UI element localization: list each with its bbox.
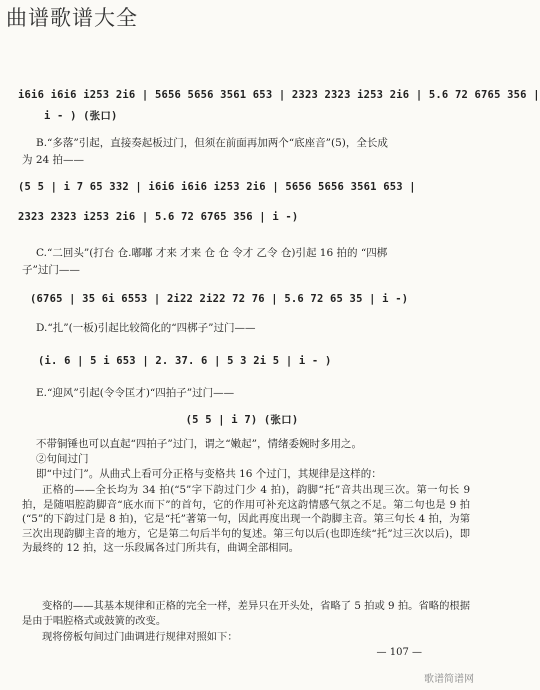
page-header-title: 曲谱歌谱大全 [6, 6, 138, 30]
score-line-a1: i6i6 i6i6 i253 2i6 | 5656 5656 3561 653 | 2323 2323 i253 2i6 | 5.6 72 6765 356 | [18, 89, 540, 101]
paragraph-nenqi: 不带铜锤也可以直起“四拍子”过门，谓之“嫩起”，情绪委婉时多用之。 [36, 438, 362, 450]
score-line-a2: i - ) (张口) [44, 110, 118, 122]
section-e-text: E.“迎风”引起(令令匡才)“四拍子”过门—— [36, 387, 235, 399]
section-d-text: D.“扎”(一板)引起比较简化的“四梆子”过门—— [36, 322, 256, 334]
section-c-text-cont: 子”过门—— [22, 264, 80, 276]
paragraph-biange: 变格的——其基本规律和正格的完全一样，差异只在开头处，省略了 5 拍或 9 拍。省略的根据是由于唱腔格式或鼓簧的改变。 [22, 600, 470, 627]
section-c-text: C.“二回头”(打台 仓.嘟嘟 才来 才来 仓 仓 令才 乙令 仓)引起 16 拍的 “四梆 [36, 247, 388, 259]
section-b-text: B.“多落”引起，直接奏起板过门，但须在前面再加两个“底座音”(5)，全长成 [36, 137, 388, 149]
paragraph-zhengge: 正格的——全长均为 34 拍(“5”字下韵过门少 4 拍)，韵脚“托”音共出现三次。第一句长 9 拍，是随唱腔韵脚音“底水而下”的首句，它的作用可补充这韵情感气氛之不足。第二句也是 9 拍(“5”的下韵过门是 8 拍)，它是“托”著第一句，因此再度出现一个韵脚主音。第三句长 4 拍，为第三次出现韵脚主音的地方，它是第二句后半句的复述。第三句以后(也即连续“托”过三次以后)，即为最终的 12 拍，这一乐段属各过门所共有，曲调全部相同。 [22, 484, 470, 554]
sub-heading-jujian: ②句间过门 [36, 453, 89, 465]
score-line-e1: (5 5 | i 7) (张口) [185, 414, 299, 426]
score-line-d1: (i. 6 | 5 i 653 | 2. 37. 6 | 5 3 2i 5 | i - ) [38, 355, 332, 367]
page-number: — 107 — [376, 647, 422, 658]
score-line-c1: (6765 | 35 6i 6553 | 2i22 2i22 72 76 | 5.6 72 65 35 | i -) [30, 293, 409, 305]
section-b-text-cont: 为 24 拍—— [22, 154, 85, 166]
paragraph-duizhao: 现将傍板句间过门曲调进行规律对照如下： [42, 631, 238, 643]
paragraph-zhongguomen: 即“中过门”。从曲式上看可分正格与变格共 16 个过门，其规律是这样的： [36, 468, 382, 480]
score-line-b2: 2323 2323 i253 2i6 | 5.6 72 6765 356 | i -) [18, 211, 299, 223]
score-line-b1: (5 5 | i 7 65 332 | i6i6 i6i6 i253 2i6 | 5656 5656 3561 653 | [18, 181, 416, 193]
site-watermark: 歌谱简谱网 [424, 674, 474, 685]
